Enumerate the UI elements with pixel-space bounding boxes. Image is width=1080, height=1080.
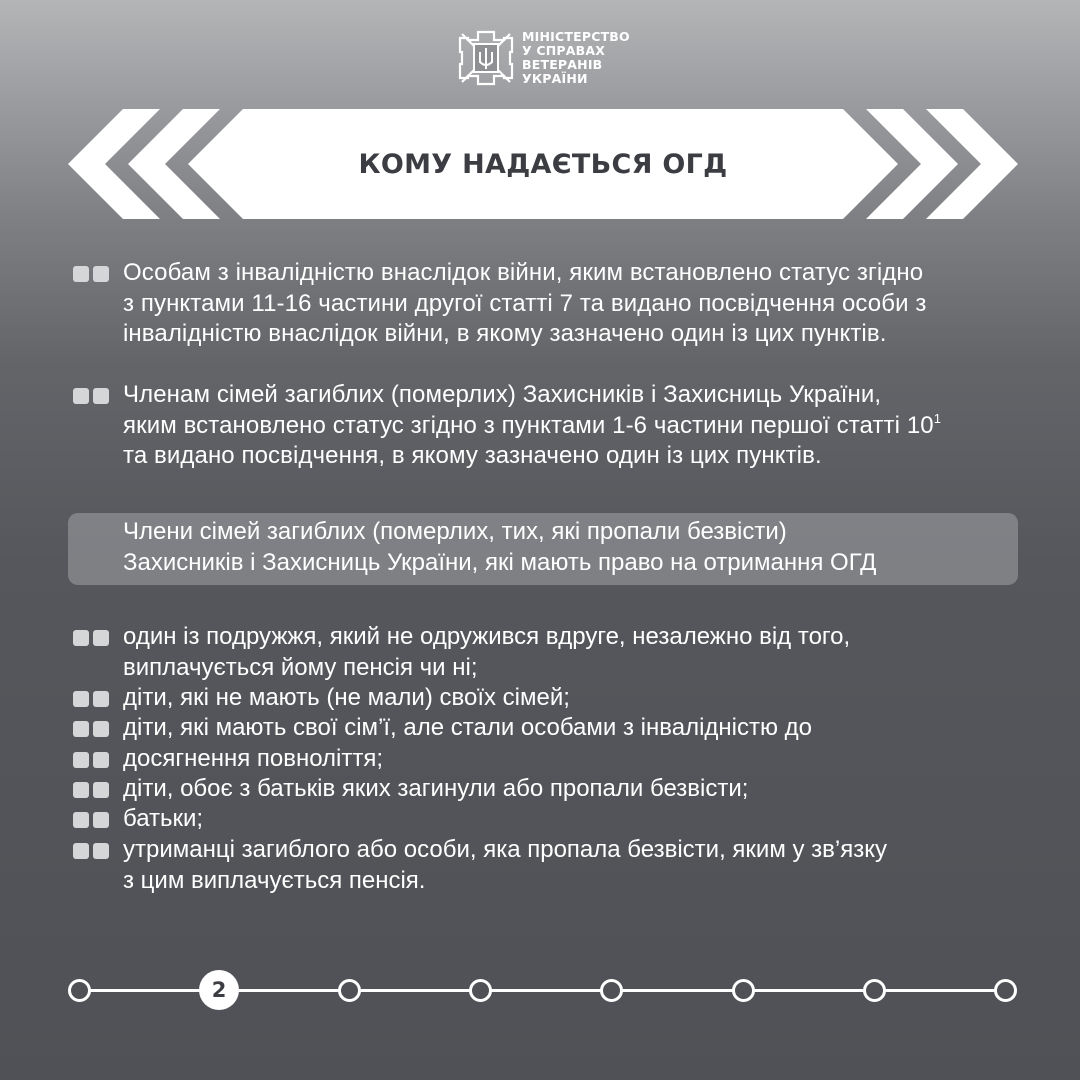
pager-dot[interactable] xyxy=(994,979,1017,1002)
text-line: один із подружжя, який не одружився вдруге, незалежно від того, xyxy=(123,623,851,650)
logo-line-1: МІНІСТЕРСТВО xyxy=(522,29,630,44)
text-line: діти, які не мають (не мали) своїх сімей; xyxy=(123,684,570,711)
text-line: Особам з інвалідністю внаслідок війни, яким встановлено статус згідно xyxy=(123,259,924,286)
text-line: утриманці загиблого або особи, яка пропала безвісти, яким у зв’язку xyxy=(123,836,888,863)
bullet-icon xyxy=(73,388,113,404)
list-item xyxy=(123,804,1023,835)
logo-line-4: УКРАЇНИ xyxy=(522,71,588,86)
intro-item-family-members xyxy=(123,380,1043,472)
highlight-text xyxy=(123,517,1003,578)
intro-item-war-disability xyxy=(123,258,1043,350)
pager-dot[interactable] xyxy=(68,979,91,1002)
pager-dot[interactable] xyxy=(469,979,492,1002)
text-line: діти, які мають свої сім’ї, але стали особами з інвалідністю до xyxy=(123,714,813,741)
text-line: з цим виплачується пенсія. xyxy=(123,866,426,894)
text-line: батьки; xyxy=(123,805,204,832)
text-line: Члени сімей загиблих (померлих, тих, які пропали безвісти) xyxy=(123,518,787,545)
ministry-emblem-icon xyxy=(456,28,516,88)
pager-dot-current[interactable]: 2 xyxy=(199,970,239,1010)
bullet-icon xyxy=(73,812,113,828)
bullet-icon xyxy=(73,721,113,737)
list-item xyxy=(123,774,1023,805)
bullet-icon xyxy=(73,843,113,859)
page-title: КОМУ НАДАЄТЬСЯ ОГД xyxy=(358,148,728,180)
text-line: діти, обоє з батьків яких загинули або пропали безвісти; xyxy=(123,775,749,802)
bullet-icon xyxy=(73,752,113,768)
page-indicator xyxy=(0,970,1080,1014)
list-item xyxy=(123,835,1023,896)
text-line-main: яким встановлено статус згідно з пунктами 1-6 частини першої статті 10 xyxy=(123,411,934,439)
superscript: 1 xyxy=(933,410,942,426)
bullet-icon xyxy=(73,782,113,798)
text-line: Захисників і Захисниць України, які мають право на отримання ОГД xyxy=(123,548,877,576)
text-line: виплачується йому пенсія чи ні; xyxy=(123,653,478,681)
logo-line-2: У СПРАВАХ xyxy=(522,43,606,58)
text-line: з пунктами 11-16 частини другої статті 7 та видано посвідчення особи з xyxy=(123,289,927,317)
text-line: та видано посвідчення, в якому зазначено один із цих пунктів. xyxy=(123,442,822,469)
title-banner xyxy=(68,109,1018,219)
bullet-icon xyxy=(73,630,113,646)
text-line: інвалідністю внаслідок війни, в якому зазначено один із цих пунктів. xyxy=(123,320,887,347)
pager-dot[interactable] xyxy=(732,979,755,1002)
list-item xyxy=(123,622,1023,683)
text-line: Членам сімей загиблих (померлих) Захисників і Захисниць України, xyxy=(123,381,882,408)
list-item xyxy=(123,744,1023,775)
bullet-icon xyxy=(73,266,113,282)
text-line: досягнення повноліття; xyxy=(123,745,384,772)
ministry-logo xyxy=(456,28,630,88)
pager-dot[interactable] xyxy=(600,979,623,1002)
bullet-icon xyxy=(73,691,113,707)
list-item xyxy=(123,683,1023,714)
pager-dot[interactable] xyxy=(863,979,886,1002)
pager-dot[interactable] xyxy=(338,979,361,1002)
list-item xyxy=(123,713,1023,744)
text-line xyxy=(123,411,1043,442)
logo-line-3: ВЕТЕРАНІВ xyxy=(522,57,603,72)
